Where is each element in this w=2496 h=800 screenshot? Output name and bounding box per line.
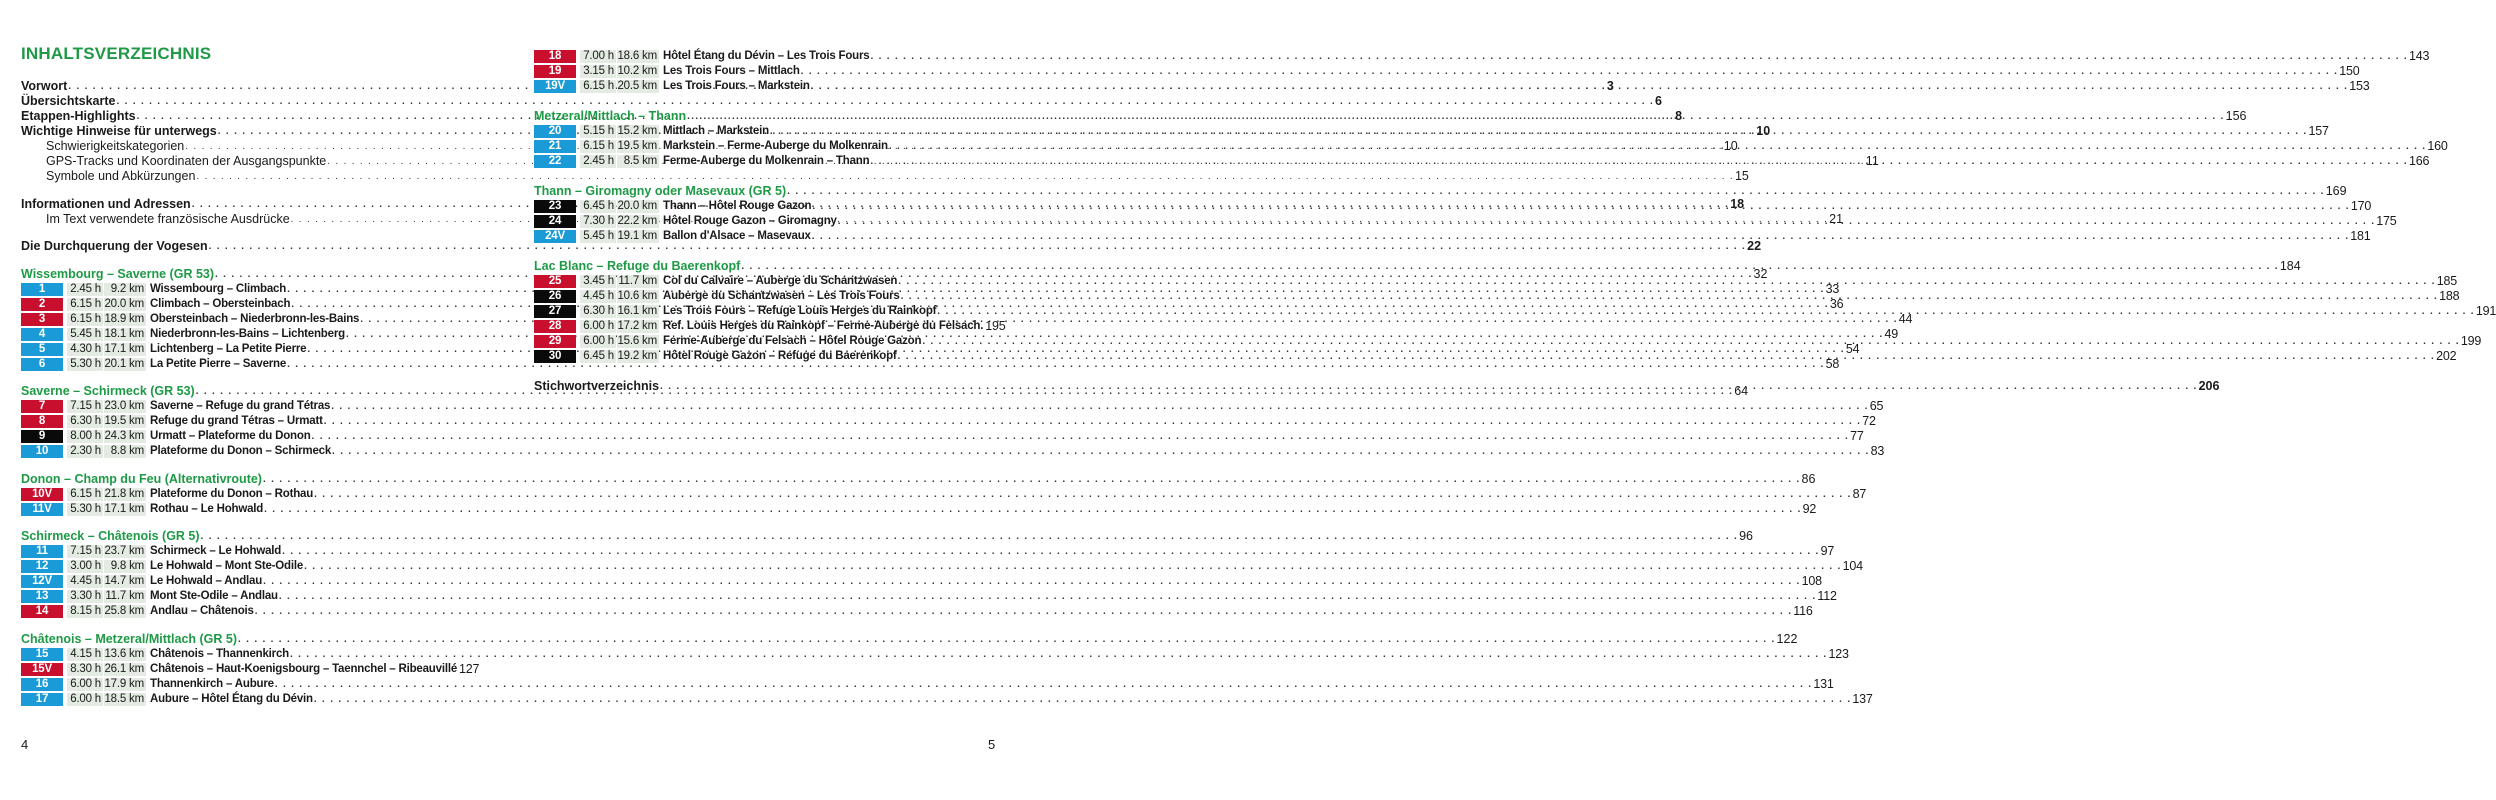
toc-stage-entry [21, 414, 1876, 429]
stage-duration: 3.00 h [67, 560, 103, 573]
entry-title: Lichtenberg – La Petite Pierre [150, 342, 307, 355]
leader-dots [898, 349, 2436, 364]
stage-number-badge: 11 [21, 545, 63, 558]
toc-section-heading [21, 471, 1816, 487]
entry-page-number: 166 [2408, 154, 2430, 168]
entry-page-number: 32 [1753, 266, 1768, 281]
stage-duration: 2.30 h [67, 445, 103, 458]
stage-duration: 6.45 h [580, 200, 616, 213]
stage-number-badge: 12V [21, 575, 63, 588]
stage-duration: 6.00 h [580, 320, 616, 333]
leader-dots [812, 229, 2350, 244]
stage-distance: 10.2 km [617, 65, 657, 77]
entry-page-number: 137 [1852, 691, 1873, 706]
entry-page-number: 58 [1825, 356, 1840, 371]
entry-title: Urmatt – Plateforme du Donon [150, 430, 311, 442]
entry-page-number: 11 [1865, 154, 1879, 168]
stage-distance: 10.6 km [617, 290, 657, 302]
stage-duration: 6.15 h [580, 140, 616, 153]
entry-title: Schwierigkeitskategorien [46, 139, 185, 153]
entry-page-number: 170 [2350, 199, 2372, 213]
stage-duration: 6.30 h [67, 415, 103, 428]
entry-page-number: 191 [2475, 304, 2496, 318]
entry-title: Le Hohwald – Andlau [150, 575, 263, 587]
stage-duration: 4.30 h [67, 343, 103, 356]
entry-title: Etappen-Highlights [21, 109, 136, 123]
stage-distance: 8.5 km [617, 155, 659, 168]
entry-page-number: 54 [1845, 341, 1860, 356]
stage-number-badge: 12 [21, 560, 63, 573]
stage-number-badge: 10 [21, 445, 63, 458]
stage-distance: 17.1 km [104, 502, 144, 515]
stage-duration: 6.15 h [67, 488, 103, 501]
stage-distance: 19.5 km [104, 415, 144, 427]
stage-duration: 6.15 h [67, 313, 103, 326]
toc-stage-entry [21, 604, 1813, 619]
stage-distance: 25.8 km [104, 605, 144, 617]
leader-dots [870, 154, 2408, 169]
stage-distance: 18.6 km [617, 50, 657, 62]
stage-distance: 8.8 km [104, 445, 146, 458]
stage-distance: 16.1 km [617, 305, 657, 317]
stage-distance: 17.9 km [104, 677, 144, 690]
entry-title: Hôtel Rouge Gazon – Refuge du Baerenkopf [663, 350, 897, 362]
entry-page-number: 199 [2460, 334, 2482, 348]
entry-page-number: 150 [2339, 64, 2360, 78]
entry-page-number: 123 [1828, 646, 1849, 661]
stage-number-badge: 9 [21, 430, 63, 443]
stage-number-badge: 4 [21, 328, 63, 341]
leader-dots [901, 289, 2439, 304]
entry-page-number: 83 [1870, 444, 1885, 458]
entry-title: Châtenois – Thannenkirch [150, 647, 289, 660]
entry-page-number: 185 [2436, 274, 2458, 288]
entry-title: Schirmeck – Le Hohwald [150, 545, 282, 557]
entry-page-number: 184 [2279, 259, 2301, 273]
stage-distance: 22.2 km [617, 215, 657, 227]
toc-stage-entry [21, 661, 480, 677]
stage-duration: 6.00 h [67, 693, 103, 706]
stage-number-badge: 1 [21, 283, 63, 296]
leader-dots [770, 124, 2308, 139]
entry-page-number: 169 [2325, 184, 2347, 198]
entry-title: Ferme-Auberge du Felsach – Hôtel Rouge Gazon [663, 335, 922, 347]
entry-title: Auberge du Schantzwasen – Les Trois Fours [663, 290, 900, 302]
stage-duration: 8.00 h [67, 430, 103, 443]
stage-number-badge: 13 [21, 590, 63, 603]
entry-title: La Petite Pierre – Saverne [150, 357, 287, 370]
stage-number-badge: 15V [21, 663, 63, 676]
entry-title: Vorwort [21, 79, 68, 93]
stage-number-badge: 5 [21, 343, 63, 356]
stage-duration: 6.15 h [580, 80, 616, 93]
entry-page-number: 21 [1829, 211, 1844, 226]
stage-distance: 20.5 km [617, 80, 657, 92]
stage-duration: 5.30 h [67, 503, 103, 516]
entry-page-number: 77 [1850, 429, 1864, 443]
entry-page-number: 181 [2350, 229, 2371, 243]
stage-duration: 6.30 h [580, 305, 616, 318]
stage-distance: 20.0 km [104, 297, 144, 310]
entry-page-number: 49 [1884, 326, 1898, 341]
toc-stage-entry [21, 589, 1837, 604]
stage-distance: 17.2 km [617, 320, 657, 332]
entry-page-number: 175 [2376, 214, 2397, 228]
entry-title: Hôtel Rouge Gazon – Giromagny [663, 215, 837, 227]
toc-section-heading [534, 184, 2347, 199]
entry-title: Andlau – Châtenois [150, 605, 254, 617]
leader-dots [937, 304, 2475, 319]
entry-page-number: 86 [1801, 471, 1816, 486]
entry-title: Mittlach – Markstein [663, 125, 769, 137]
stage-number-badge: 2 [21, 298, 63, 311]
stage-number-badge: 3 [21, 313, 63, 326]
entry-page-number: 157 [2308, 124, 2329, 138]
entry-title: Ref. Louis Herges du Rainkopf – Ferme-Auberge du Felsach. [663, 320, 984, 332]
stage-number-badge: 14 [21, 605, 63, 618]
entry-page-number: 65 [1869, 399, 1884, 413]
leader-dots [922, 334, 2460, 349]
entry-title: Ballon d'Alsace – Masevaux [663, 230, 811, 242]
toc-stage-entry [21, 676, 1834, 692]
stage-number-badge: 6 [21, 358, 63, 371]
entry-title: Niederbronn-les-Bains – Lichtenberg [150, 327, 345, 340]
stage-distance: 9.8 km [104, 560, 146, 573]
toc-stage-entry [21, 691, 1873, 707]
stage-number-badge: 18 [534, 50, 576, 63]
entry-page-number: 96 [1739, 529, 1753, 543]
entry-page-number: 127 [459, 661, 480, 676]
toc-stage-entry [21, 399, 1884, 414]
entry-page-number: 8 [1675, 109, 1683, 123]
stage-duration: 7.15 h [67, 545, 103, 558]
stage-distance: 18.1 km [104, 327, 144, 340]
stage-distance: 19.2 km [617, 350, 657, 362]
leader-dots [812, 196, 2350, 214]
entry-title: Die Durchquerung der Vogesen [21, 239, 208, 253]
leader-dots [687, 109, 2225, 124]
stage-duration: 7.30 h [580, 215, 616, 228]
stage-number-badge: 19V [534, 80, 576, 93]
toc-stage-entry [534, 49, 2430, 64]
stage-duration: 7.15 h [67, 400, 103, 413]
stage-duration: 6.15 h [67, 298, 103, 311]
toc-stage-entry [534, 64, 2360, 79]
entry-title: Rothau – Le Hohwald [150, 502, 264, 515]
entry-page-number: 15 [1734, 169, 1749, 183]
leader-dots [811, 79, 2349, 94]
entry-title: Schirmeck – Châtenois (GR 5) [21, 529, 200, 543]
stage-distance: 14.7 km [104, 575, 144, 587]
entry-title: Aubure – Hôtel Étang du Dévin [150, 692, 313, 705]
entry-title: Hôtel Étang du Dévin – Les Trois Fours [663, 50, 870, 62]
stage-duration: 2.45 h [67, 283, 103, 296]
stage-number-badge: 24V [534, 230, 576, 243]
stage-number-badge: 8 [21, 415, 63, 428]
stage-number-badge: 30 [534, 350, 576, 363]
stage-distance: 11.7 km [618, 275, 657, 287]
entry-title: Les Trois Fours – Refuge Louis Herges du Rainkopf [663, 305, 937, 317]
stage-duration: 8.30 h [67, 663, 103, 676]
entry-title: Climbach – Obersteinbach [150, 297, 291, 310]
toc-stage-entry [21, 501, 1817, 517]
entry-page-number: 108 [1801, 574, 1822, 588]
stage-number-badge: 7 [21, 400, 63, 413]
stage-duration: 5.45 h [580, 230, 616, 243]
leader-dots [741, 259, 2279, 274]
leader-dots [870, 49, 2408, 64]
stage-distance: 24.3 km [104, 430, 144, 442]
entry-page-number: 143 [2409, 49, 2430, 63]
entry-title: Metzeral/Mittlach – Thann [534, 109, 687, 123]
entry-title: Übersichtskarte [21, 94, 116, 108]
entry-title: Informationen und Adressen [21, 196, 191, 211]
stage-duration: 5.45 h [67, 328, 103, 341]
stage-duration: 6.45 h [580, 350, 616, 363]
entry-page-number: 195 [985, 319, 1006, 333]
leader-dots [238, 632, 1776, 647]
entry-title: Saverne – Refuge du grand Tétras [150, 400, 331, 412]
stage-number-badge: 17 [21, 693, 63, 706]
entry-page-number: 36 [1829, 296, 1844, 311]
stage-distance: 11.7 km [105, 590, 144, 602]
entry-title: Col du Calvaire – Auberge du Schantzwasen [663, 275, 898, 287]
entry-title: Saverne – Schirmeck (GR 53) [21, 384, 195, 398]
stage-distance: 23.0 km [104, 400, 144, 412]
stage-duration: 3.15 h [580, 65, 616, 78]
stage-distance: 19.5 km [617, 140, 657, 152]
stage-duration: 4.45 h [67, 575, 103, 588]
entry-title: Le Hohwald – Mont Ste-Odile [150, 560, 304, 572]
entry-page-number: 3 [1606, 79, 1614, 93]
stage-duration: 5.15 h [580, 125, 616, 138]
toc-main-entry [21, 239, 1762, 254]
entry-page-number: 44 [1898, 311, 1913, 326]
entry-page-number: 6 [1655, 94, 1662, 108]
entry-title: Ferme-Auberge du Molkenrain – Thann [663, 155, 870, 167]
stage-duration: 8.15 h [67, 605, 103, 618]
stage-duration: 6.00 h [67, 678, 103, 691]
stage-distance: 21.8 km [104, 487, 144, 500]
toc-stage-entry [21, 486, 1867, 502]
page-number-left: 4 [21, 737, 29, 752]
stage-number-badge: 28 [534, 320, 576, 333]
stage-distance: 26.1 km [104, 662, 144, 675]
leader-dots [255, 604, 1793, 619]
stage-number-badge: 11V [21, 503, 63, 516]
stage-number-badge: 10V [21, 488, 63, 501]
entry-title: Châtenois – Haut-Koenigsbourg – Taennchel – Ribeauvillé [150, 662, 458, 675]
toc-stage-entry [534, 229, 2371, 244]
stage-distance: 13.6 km [104, 647, 144, 660]
entry-title: Markstein – Ferme-Auberge du Molkenrain [663, 140, 888, 152]
stage-number-badge: 24 [534, 215, 576, 228]
entry-title: Les Trois Fours – Markstein [663, 80, 810, 92]
leader-dots [264, 502, 1802, 517]
stage-number-badge: 25 [534, 275, 576, 288]
entry-page-number: 122 [1776, 631, 1798, 646]
entry-title: Châtenois – Metzeral/Mittlach (GR 5) [21, 631, 238, 646]
stage-duration: 3.45 h [580, 275, 616, 288]
stage-duration: 7.00 h [580, 50, 616, 63]
entry-page-number: 87 [1852, 486, 1867, 501]
entry-page-number: 131 [1813, 676, 1834, 691]
entry-title: Plateforme du Donon – Rothau [150, 487, 314, 500]
stage-distance: 18.9 km [104, 312, 144, 325]
stage-distance: 20.0 km [617, 200, 657, 212]
entry-title: Wissembourg – Saverne (GR 53) [21, 266, 215, 281]
stage-number-badge: 20 [534, 125, 576, 138]
stage-distance: 17.1 km [104, 342, 144, 355]
leader-dots [889, 139, 2427, 154]
entry-title: Thann – Giromagny oder Masevaux (GR 5) [534, 184, 787, 198]
page-number-right: 5 [988, 737, 996, 752]
stage-distance: 19.1 km [617, 230, 657, 242]
stage-distance: 18.5 km [104, 692, 144, 705]
toc-stage-entry [21, 646, 1849, 662]
entry-page-number: 18 [1730, 196, 1745, 211]
stage-number-badge: 15 [21, 648, 63, 661]
leader-dots [838, 211, 2376, 229]
toc-section-heading [534, 109, 2247, 124]
entry-page-number: 10 [1723, 139, 1738, 153]
entry-title: GPS-Tracks und Koordinaten der Ausgangspunkte [46, 154, 327, 168]
entry-title: Stichwortverzeichnis [534, 379, 660, 393]
entry-title: Im Text verwendete französische Ausdrücke [46, 211, 290, 226]
toc-main-entry [21, 94, 1662, 109]
leader-dots [801, 64, 2339, 79]
entry-page-number: 72 [1862, 414, 1876, 428]
toc-stage-entry [21, 429, 1864, 444]
stage-distance: 9.2 km [104, 283, 146, 296]
stage-duration: 4.15 h [67, 648, 103, 661]
entry-page-number: 64 [1734, 384, 1749, 398]
stage-distance: 20.1 km [104, 357, 144, 370]
stage-duration: 4.45 h [580, 290, 616, 303]
entry-title: Refuge du grand Tétras – Urmatt [150, 415, 323, 427]
toc-sub-entry [21, 169, 1749, 184]
entry-page-number: 92 [1802, 501, 1817, 516]
entry-title: Les Trois Fours – Mittlach [663, 65, 800, 77]
stage-duration: 5.30 h [67, 358, 103, 371]
stage-distance: 15.6 km [617, 335, 657, 347]
entry-title: Wissembourg – Climbach [150, 282, 287, 295]
entry-page-number: 112 [1817, 589, 1837, 603]
stage-distance: 23.7 km [104, 545, 144, 557]
entry-page-number: 22 [1747, 239, 1762, 253]
entry-title: Wichtige Hinweise für unterwegs [21, 124, 217, 138]
toc-stage-entry [534, 79, 2370, 94]
entry-title: Symbole und Abkürzungen [46, 169, 196, 183]
entry-page-number: 10 [1756, 124, 1771, 138]
toc-section-heading [21, 631, 1798, 647]
entry-page-number: 156 [2225, 109, 2247, 123]
entry-title: Lac Blanc – Refuge du Baerenkopf [534, 259, 741, 273]
entry-page-number: 116 [1793, 604, 1813, 618]
toc-stage-entry [21, 574, 1822, 589]
toc-stage-entry [21, 444, 1885, 459]
entry-page-number: 188 [2439, 289, 2460, 303]
entry-title: Obersteinbach – Niederbronn-les-Bains [150, 312, 360, 325]
stage-number-badge: 21 [534, 140, 576, 153]
entry-title: Thannenkirch – Aubure [150, 677, 274, 690]
entry-page-number: 206 [2198, 379, 2220, 393]
leader-dots [263, 574, 1801, 589]
stage-number-badge: 23 [534, 200, 576, 213]
entry-page-number: 33 [1825, 281, 1840, 296]
entry-title: Mont Ste-Odile – Andlau [150, 590, 278, 602]
stage-duration: 2.45 h [580, 155, 616, 168]
entry-page-number: 160 [2427, 139, 2448, 153]
entry-title: Donon – Champ du Feu (Alternativroute) [21, 471, 262, 486]
toc-stage-entry [21, 559, 1863, 574]
entry-page-number: 202 [2436, 349, 2457, 363]
toc-section-heading [21, 529, 1753, 544]
leader-dots [898, 274, 2436, 289]
entry-title: Thann – Hôtel Rouge Gazon [663, 200, 812, 212]
toc-stage-entry [534, 319, 1006, 334]
entry-page-number: 153 [2349, 79, 2370, 93]
stage-duration: 6.00 h [580, 335, 616, 348]
stage-number-badge: 22 [534, 155, 576, 168]
stage-number-badge: 29 [534, 335, 576, 348]
toc-title: INHALTSVERZEICHNIS [21, 44, 212, 63]
stage-number-badge: 16 [21, 678, 63, 691]
leader-dots [263, 472, 1801, 487]
stage-duration: 3.30 h [67, 590, 103, 603]
stage-number-badge: 26 [534, 290, 576, 303]
leader-dots [660, 379, 2198, 394]
entry-page-number: 104 [1842, 559, 1863, 573]
toc-stage-entry [21, 544, 1835, 559]
entry-title: Plateforme du Donon – Schirmeck [150, 445, 332, 457]
entry-page-number: 97 [1820, 544, 1835, 558]
stage-distance: 15.2 km [617, 125, 657, 137]
stage-number-badge: 19 [534, 65, 576, 78]
leader-dots [787, 184, 2325, 199]
stage-number-badge: 27 [534, 305, 576, 318]
